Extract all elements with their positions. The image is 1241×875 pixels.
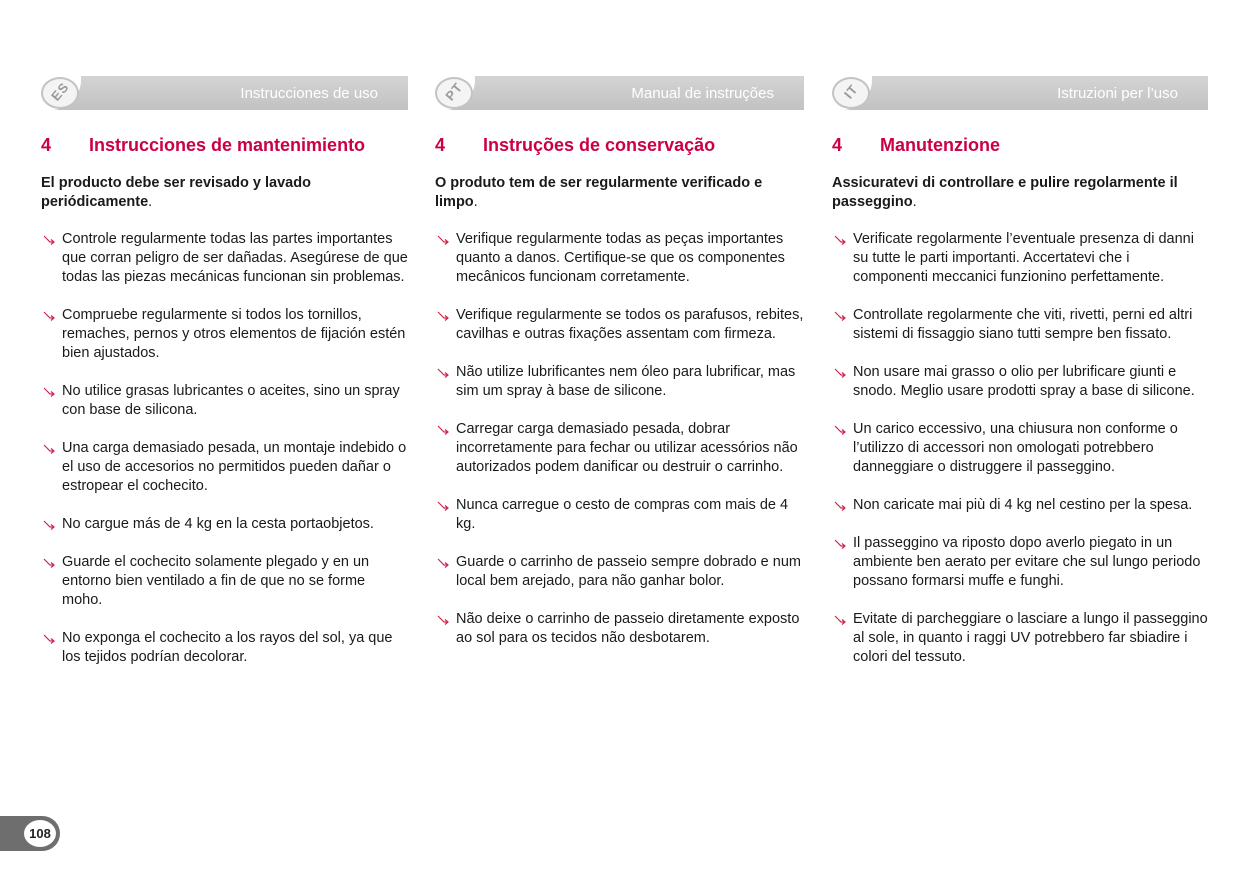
instruction-list [832, 230, 1208, 667]
list-item: Compruebe regularmente si todos los tornillos, remaches, pernos y otros elementos de fijación estén bien ajustados. [41, 306, 408, 363]
list-item: Un carico eccessivo, una chiusura non conforme o l’utilizzo di accessori non omologati potrebbero danneggiare o distruggere il passeggino. [832, 420, 1208, 477]
column-pt [435, 76, 804, 667]
list-item: Verifique regularmente todas as peças importantes quanto a danos. Certifique-se que os componentes mecânicos funcionam corretamente. [435, 230, 804, 287]
column-it [832, 76, 1208, 686]
list-item: Guarde o carrinho de passeio sempre dobrado e num local bem arejado, para não ganhar bolor. [435, 553, 804, 591]
column-es [41, 76, 408, 686]
list-item: Evitate di parcheggiare o lasciare a lungo il passeggino al sole, in quanto i raggi UV potrebbero far sbiadire i colori del tessuto. [832, 610, 1208, 667]
intro-tail: . [148, 194, 153, 210]
arrow-bullet-icon [437, 613, 449, 625]
arrow-bullet-icon [43, 556, 55, 568]
page-number-tab [0, 816, 60, 851]
arrow-bullet-icon [437, 233, 449, 245]
language-badge-icon [435, 76, 475, 110]
arrow-bullet-icon [437, 366, 449, 378]
intro-text [41, 174, 408, 212]
intro-bold: El producto debe ser revisado y lavado periódicamente [41, 175, 311, 210]
list-item: Carregar carga demasiado pesada, dobrar incorretamente para fechar ou utilizar acessórios não autorizados podem danificar ou destruir o carrinho. [435, 420, 804, 477]
arrow-bullet-icon [43, 632, 55, 644]
list-item: Non caricate mai più di 4 kg nel cestino per la spesa. [832, 496, 1208, 515]
page-number: 108 [29, 826, 51, 841]
list-item: No cargue más de 4 kg en la cesta portaobjetos. [41, 515, 408, 534]
arrow-bullet-icon [43, 442, 55, 454]
list-item: Não utilize lubrificantes nem óleo para lubrificar, mas sim um spray à base de silicone. [435, 363, 804, 401]
intro-bold: Assicuratevi di controllare e pulire regolarmente il passeggino [832, 175, 1178, 210]
list-item: Una carga demasiado pesada, un montaje indebido o el uso de accesorios no permitidos pueden dañar o estropear el cochecito. [41, 439, 408, 496]
arrow-bullet-icon [437, 556, 449, 568]
arrow-bullet-icon [43, 309, 55, 321]
section-number: 4 [41, 135, 52, 155]
language-header-bar [435, 76, 804, 110]
arrow-bullet-icon [437, 309, 449, 321]
arrow-bullet-icon [437, 499, 449, 511]
list-item: Non usare mai grasso o olio per lubrificare giunti e snodo. Meglio usare prodotti spray a base di silicone. [832, 363, 1208, 401]
header-title: Istruzioni per l’uso [1057, 85, 1178, 102]
arrow-bullet-icon [834, 366, 846, 378]
intro-tail: . [473, 194, 478, 210]
arrow-bullet-icon [43, 233, 55, 245]
language-header-bar [41, 76, 408, 110]
language-code: PT [442, 79, 466, 104]
list-item: Verificate regolarmente l’eventuale presenza di danni su tutte le parti importanti. Accertatevi che i componenti meccanici funzionino perfettamente. [832, 230, 1208, 287]
language-code: ES [48, 79, 72, 104]
list-item: Controllate regolarmente che viti, rivetti, perni ed altri sistemi di fissaggio siano tutti sempre ben fissato. [832, 306, 1208, 344]
list-item: Nunca carregue o cesto de compras com mais de 4 kg. [435, 496, 804, 534]
arrow-bullet-icon [834, 499, 846, 511]
list-item: Guarde el cochecito solamente plegado y en un entorno bien ventilado a fin de que no se forme moho. [41, 553, 408, 610]
section-heading [41, 135, 408, 157]
arrow-bullet-icon [834, 537, 846, 549]
arrow-bullet-icon [437, 423, 449, 435]
language-header-bar [832, 76, 1208, 110]
language-code: IT [840, 81, 862, 102]
list-item: No exponga el cochecito a los rayos del sol, ya que los tejidos podrían decolorar. [41, 629, 408, 667]
section-number: 4 [435, 135, 446, 155]
list-item: Il passeggino va riposto dopo averlo piegato in un ambiente ben aerato per evitare che sul lungo periodo possano formarsi muffe e funghi. [832, 534, 1208, 591]
arrow-bullet-icon [43, 385, 55, 397]
list-item: Verifique regularmente se todos os parafusos, rebites, cavilhas e outras fixações assentam com firmeza. [435, 306, 804, 344]
section-number: 4 [832, 135, 843, 155]
header-title: Manual de instruções [631, 85, 774, 102]
intro-text [832, 174, 1208, 212]
instruction-list [41, 230, 408, 667]
section-heading [832, 135, 1208, 157]
intro-tail: . [912, 194, 917, 210]
list-item: Controle regularmente todas las partes importantes que corran peligro de ser dañadas. Asegúrese de que todas las piezas mecánicas funcionan sin problemas. [41, 230, 408, 287]
intro-text [435, 174, 804, 212]
instruction-list [435, 230, 804, 648]
list-item: Não deixe o carrinho de passeio diretamente exposto ao sol para os tecidos não desbotarem. [435, 610, 804, 648]
header-title: Instrucciones de uso [240, 85, 378, 102]
arrow-bullet-icon [834, 613, 846, 625]
section-title: Manutenzione [880, 135, 1000, 155]
list-item: No utilice grasas lubricantes o aceites, sino un spray con base de silicona. [41, 382, 408, 420]
arrow-bullet-icon [834, 309, 846, 321]
intro-bold: O produto tem de ser regularmente verificado e limpo [435, 175, 763, 210]
arrow-bullet-icon [834, 233, 846, 245]
language-badge-icon [41, 76, 81, 110]
arrow-bullet-icon [43, 518, 55, 530]
section-title: Instrucciones de mantenimiento [89, 135, 366, 155]
section-title: Instruções de conservação [483, 135, 716, 155]
arrow-bullet-icon [834, 423, 846, 435]
section-heading [435, 135, 804, 157]
language-badge-icon [832, 76, 872, 110]
